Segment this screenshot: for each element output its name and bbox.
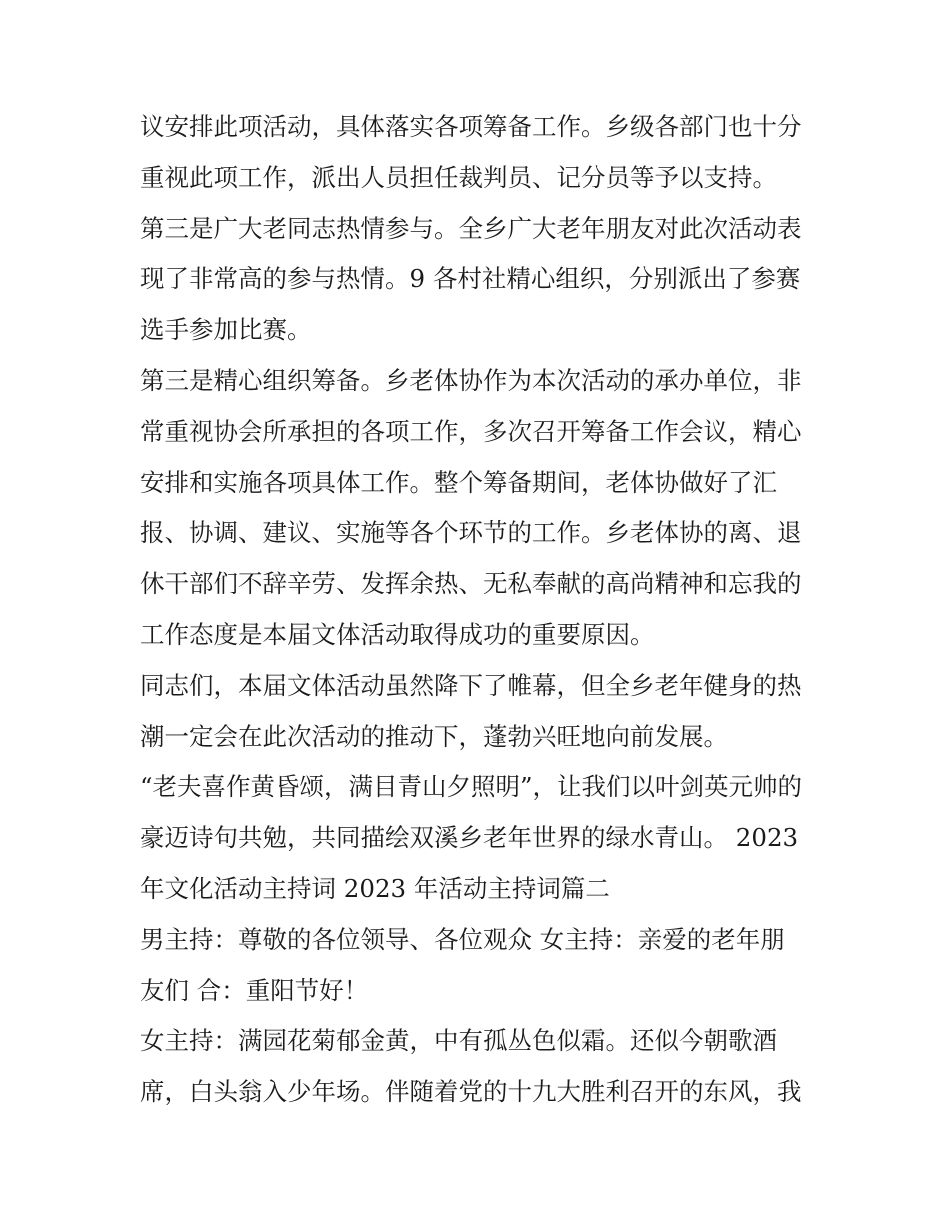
text-line: 第三是精心组织筹备。乡老体协作为本次活动的承办单位，非 — [140, 365, 802, 395]
text-line: 年文化活动主持词 2023 年活动主持词篇二 — [140, 873, 610, 903]
body-text — [140, 102, 820, 1118]
text-line: 安排和实施各项具体工作。整个筹备期间，老体协做好了汇 — [140, 467, 777, 497]
text-line: 第三是广大老同志热情参与。全乡广大老年朋友对此次活动表 — [140, 213, 802, 243]
text-line: 选手参加比赛。 — [140, 315, 312, 345]
text-line: 潮一定会在此次活动的推动下，蓬勃兴旺地向前发展。 — [140, 721, 728, 751]
text-line: 席，白头翁入少年场。伴随着党的十九大胜利召开的东风，我 — [140, 1077, 802, 1107]
text-line: 报、协调、建议、实施等各个环节的工作。乡老体协的离、退 — [140, 518, 802, 548]
text-line: 工作态度是本届文体活动取得成功的重要原因。 — [140, 619, 655, 649]
text-line: 友们 合：重阳节好！ — [140, 975, 369, 1005]
text-line: 重视此项工作，派出人员担任裁判员、记分员等予以支持。 — [140, 162, 777, 192]
text-line: 议安排此项活动，具体落实各项筹备工作。乡级各部门也十分 — [140, 112, 802, 141]
text-line: “老夫喜作黄昏颂，满目青山夕照明”，让我们以叶剑英元帅的 — [140, 772, 803, 802]
text-line: 休干部们不辞辛劳、发挥余热、无私奉献的高尚精神和忘我的 — [140, 569, 802, 599]
text-line: 现了非常高的参与热情。9 各村社精心组织，分别派出了参赛 — [140, 264, 801, 294]
text-line: 常重视协会所承担的各项工作，多次召开筹备工作会议，精心 — [140, 416, 802, 446]
text-line: 女主持：满园花菊郁金黄，中有孤丛色似霜。还似今朝歌酒 — [140, 1026, 777, 1056]
text-line: 同志们，本届文体活动虽然降下了帷幕，但全乡老年健身的热 — [140, 670, 802, 700]
text-line: 豪迈诗句共勉，共同描绘双溪乡老年世界的绿水青山。 2023 — [140, 823, 799, 853]
text-line: 男主持：尊敬的各位领导、各位观众 女主持：亲爱的老年朋 — [140, 924, 785, 954]
